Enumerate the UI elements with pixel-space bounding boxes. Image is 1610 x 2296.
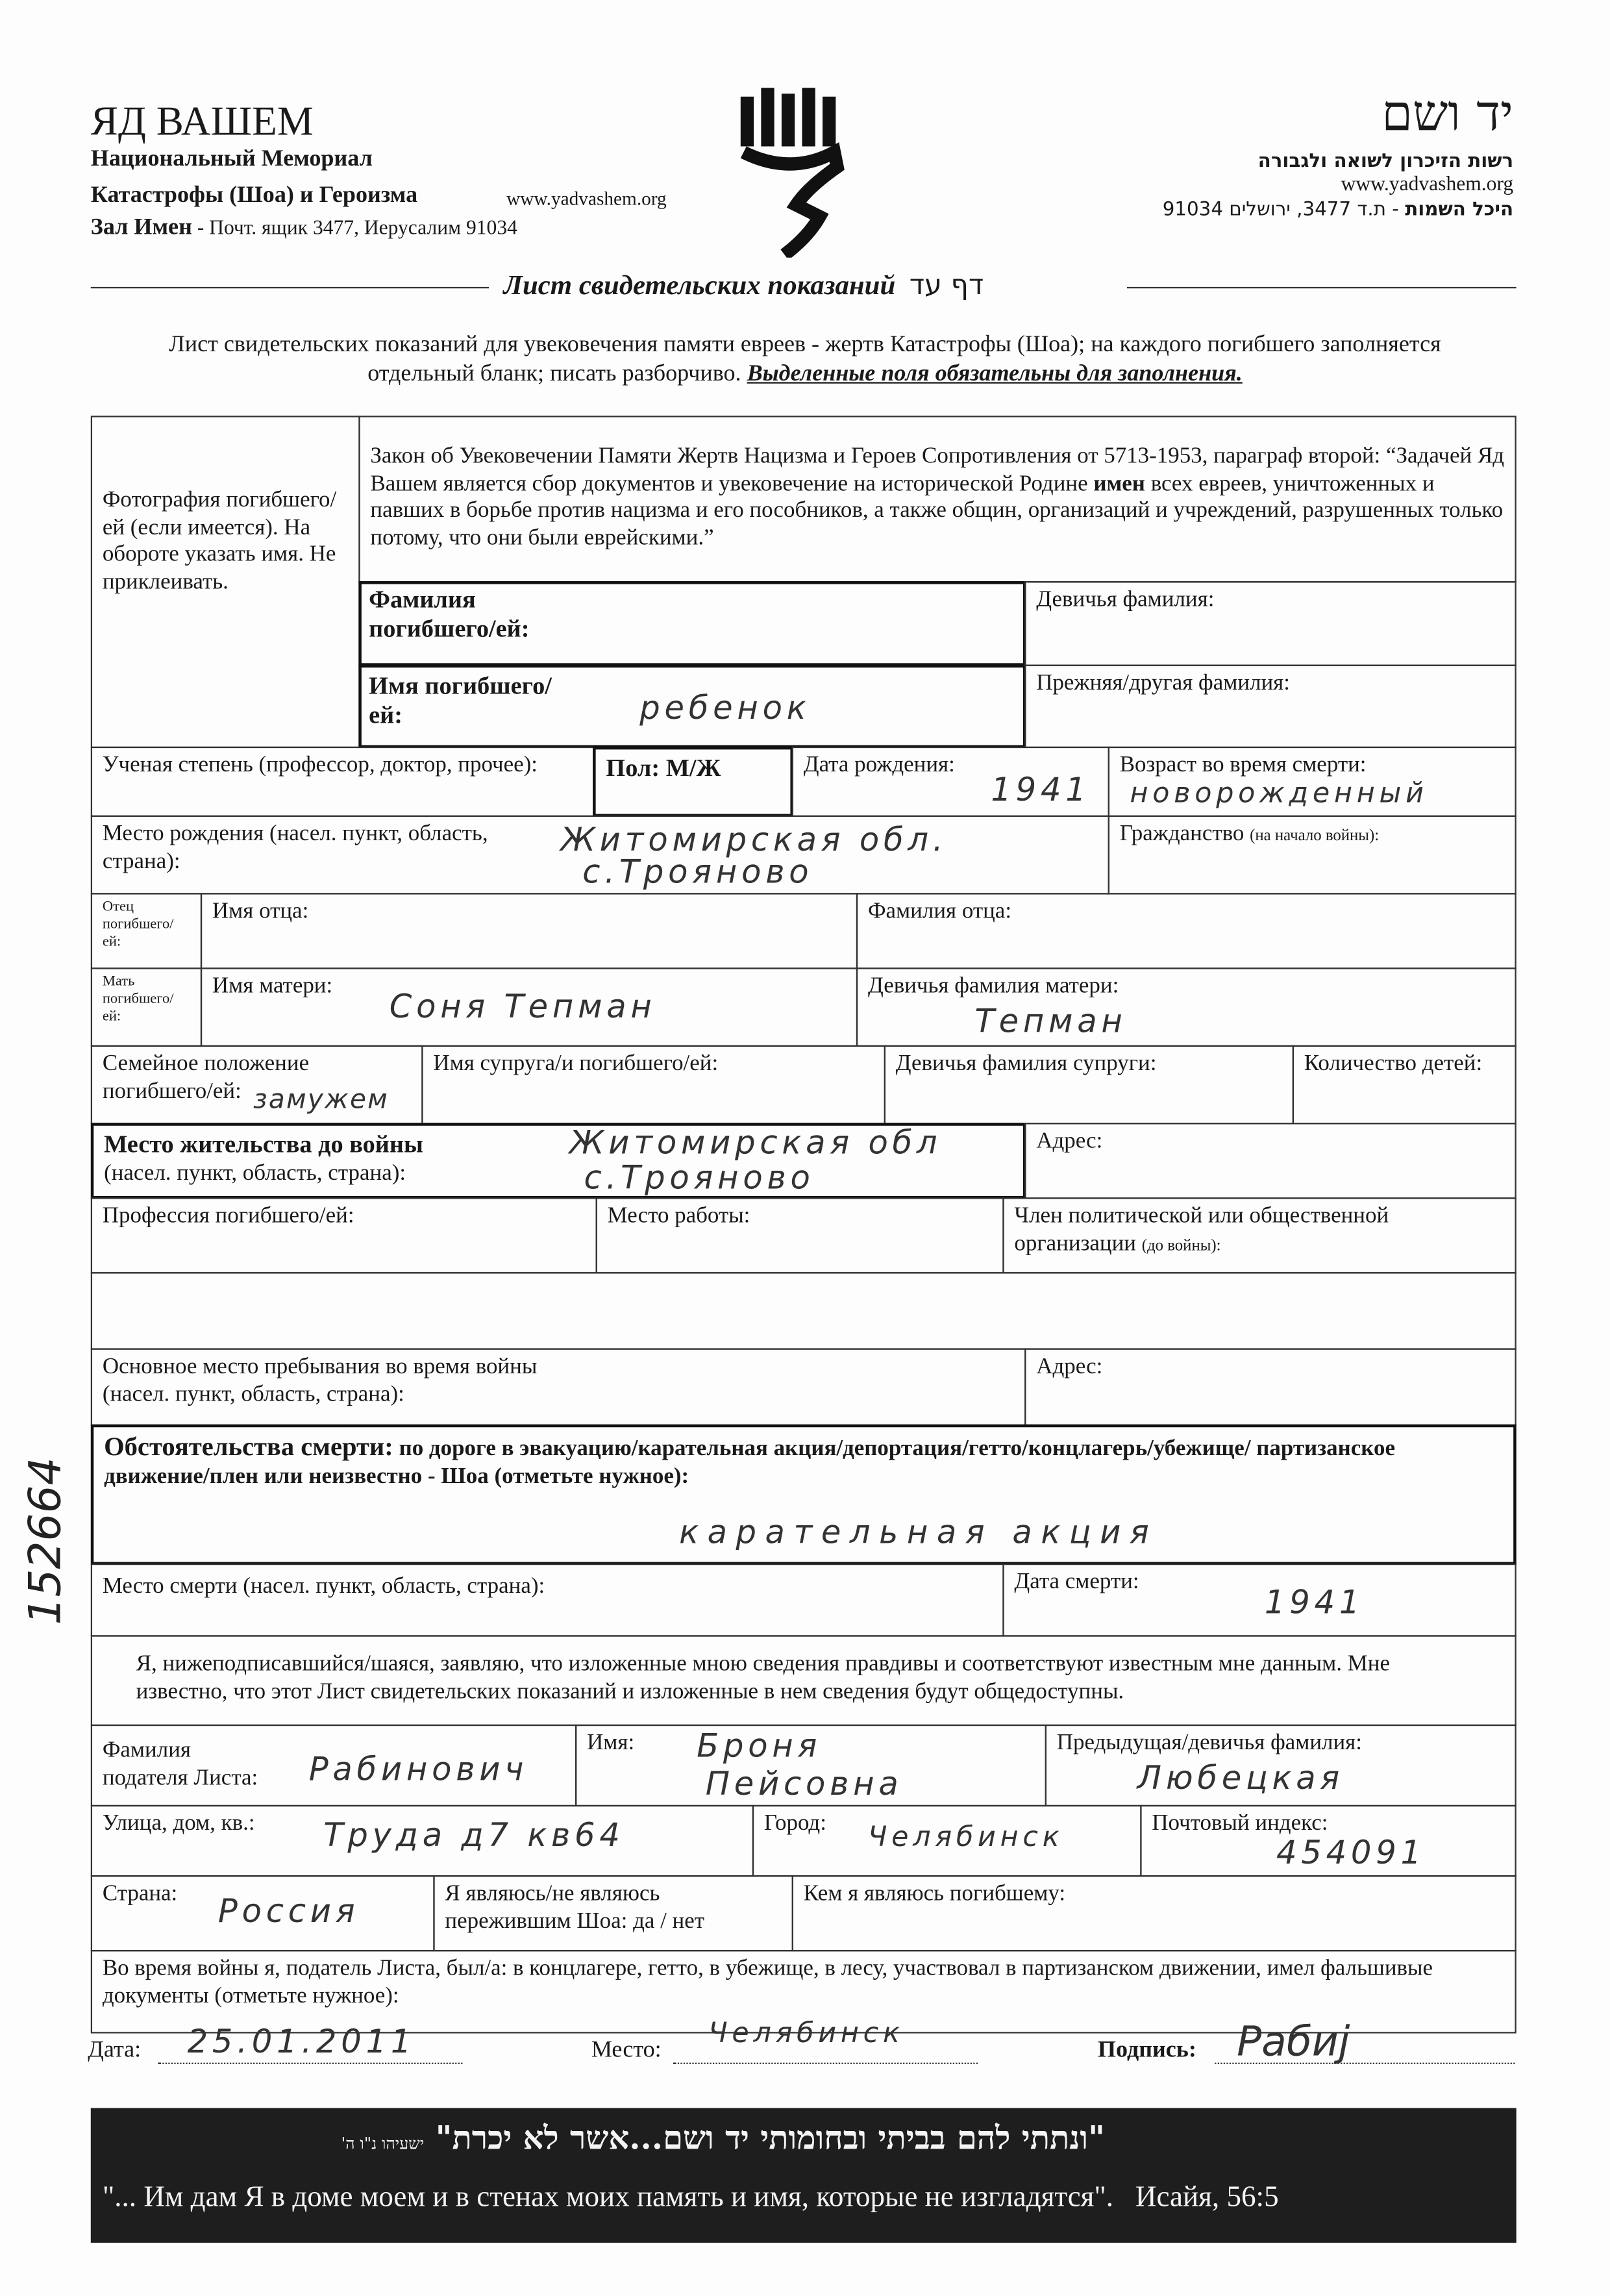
workplace-label: Место работы:	[607, 1203, 750, 1229]
residence-value-2: с.Трояново	[584, 1160, 815, 1198]
residence-sublabel: (насел. пункт, область, страна):	[104, 1160, 406, 1186]
country-value: Россия	[217, 1894, 360, 1931]
birthplace-label: Место рождения (насел. пункт, область, страна):	[102, 821, 488, 874]
relation-label: Кем я являюсь погибшему:	[803, 1881, 1066, 1906]
spouse-name-field[interactable]	[421, 1045, 886, 1125]
photo-cell[interactable]	[91, 416, 360, 748]
law-text-post: всех евреев, уничтоженных и павших в борьбе против нацизма и его пособников, а также общин, организаций и учреждений, разрушенных только потому, что они были еврейскими.”	[370, 471, 1504, 551]
spouse-name-label: Имя супруга/и погибшего/ей:	[433, 1051, 719, 1077]
org-subtitle-he: רשות הזיכרון לשואה ולגבורה	[1257, 151, 1514, 173]
place-label: Место:	[591, 2038, 662, 2063]
signature-value[interactable]: Рабиј	[1237, 2017, 1350, 2066]
death-circumstances-field[interactable]	[91, 1425, 1517, 1565]
children-count-label: Количество детей:	[1304, 1051, 1483, 1077]
wartime-place-label: Основное место пребывания во время войны (насел. пункт, область, страна):	[102, 1354, 538, 1406]
death-circumstances-value: карательная акция	[679, 1515, 1158, 1552]
submitter-name-field[interactable]	[575, 1725, 1046, 1806]
submitter-previous-surname-label: Предыдущая/девичья фамилия:	[1056, 1730, 1362, 1756]
quote-he	[91, 2120, 1356, 2158]
quote-he-text: "ונתתי להם בביתי ובחומותי יד ושם...אשר לא יכרת"	[435, 2119, 1105, 2158]
wartime-place-field[interactable]	[91, 1348, 1026, 1425]
law-text	[358, 416, 1516, 582]
street-label: Улица, дом, кв.:	[102, 1810, 255, 1836]
place-line	[673, 2061, 978, 2064]
date-label: Дата:	[88, 2038, 142, 2063]
mother-section-label: Мать погибшего/ ей:	[91, 967, 202, 1047]
death-place-label: Место смерти (насел. пункт, область, страна):	[102, 1573, 545, 1599]
zip-field[interactable]	[1140, 1805, 1516, 1877]
residence-value-1: Житомирская обл	[569, 1125, 942, 1163]
sex-label: Пол: М/Ж	[606, 754, 721, 782]
marital-status-label: Семейное положение погибшего/ей:	[102, 1051, 310, 1104]
wartime-submitter-label: Во время войны я, податель Листа, был/а: в концлагере, гетто, в убежище, в лесу, участвовал в партизанском движении, имел фальшивые документы (отметьте нужное):	[102, 1956, 1433, 2008]
yad-vashem-logo-icon	[732, 85, 848, 258]
relation-field[interactable]	[792, 1875, 1517, 1951]
degree-field[interactable]	[91, 747, 595, 817]
hall-address-ru	[91, 215, 517, 242]
birthplace-value-2: с.Трояново	[582, 855, 813, 892]
date-value[interactable]: 25.01.2011	[187, 2025, 416, 2062]
zip-value: 454091	[1276, 1836, 1426, 1873]
law-text-pre: Закон об Увековечении Памяти Жертв Нацизма и Героев Сопротивления от 5713-1953, параграф второй: “Задачей Яд Вашем является сбор документов и увековечение на исторической Родине	[370, 443, 1505, 496]
mother-name-label: Имя матери:	[212, 973, 333, 999]
workplace-field[interactable]	[596, 1197, 1004, 1273]
sex-field[interactable]	[593, 747, 793, 817]
birth-date-value: 1941	[991, 773, 1091, 810]
org-name-ru: ЯД ВАШЕМ	[90, 99, 314, 145]
org-subtitle-ru-2: Катастрофы (Шоа) и Героизма	[90, 182, 418, 208]
father-surname-field[interactable]	[856, 893, 1517, 969]
age-at-death-label: Возраст во время смерти:	[1119, 752, 1367, 778]
birthplace-field[interactable]	[91, 816, 1109, 895]
residence-address-label: Адрес:	[1036, 1129, 1103, 1154]
title-rule-left	[91, 287, 489, 288]
submitter-name-value-1: Броня	[697, 1728, 822, 1766]
maiden-name-field[interactable]	[1024, 581, 1517, 666]
previous-surname-label: Прежняя/другая фамилия:	[1036, 670, 1290, 695]
previous-surname-field[interactable]	[1024, 665, 1517, 749]
age-at-death-value: новорожденный	[1130, 777, 1428, 810]
death-date-label: Дата смерти:	[1014, 1569, 1139, 1595]
birthplace-value-1: Житомирская обл.	[560, 823, 948, 860]
org-name-he: יד ושם	[1381, 84, 1514, 144]
death-circumstances-options: по дороге в эвакуацию/карательная акция/депортация/гетто/концлагерь/убежище/ партизанское движение/плен или неизвестно - Шоа (отметьте нужное):	[104, 1436, 1395, 1488]
spouse-maiden-label: Девичья фамилия супруги:	[895, 1051, 1157, 1077]
death-date-field[interactable]	[1002, 1564, 1516, 1637]
signature-label: Подпись:	[1097, 2038, 1196, 2063]
father-surname-label: Фамилия отца:	[867, 899, 1012, 924]
website-ru[interactable]: www.yadvashem.org	[506, 187, 667, 210]
maiden-name-label: Девичья фамилия:	[1036, 587, 1215, 612]
city-label: Город:	[763, 1810, 826, 1836]
date-line	[158, 2061, 462, 2064]
residence-label: Место жительства до войны	[104, 1130, 423, 1158]
survivor-options[interactable]: да / нет	[633, 1908, 705, 1934]
declaration-text: Я, нижеподписавшийся/шаяся, заявляю, что изложенные мною сведения правдивы и соответствуют известным мне данным. Мне известно, что этот Лист свидетельских показаний и изложенные в нем сведения будут общедоступны.	[91, 1635, 1517, 1726]
country-field[interactable]	[91, 1875, 435, 1951]
birth-date-field[interactable]	[792, 747, 1109, 817]
profession-label: Профессия погибшего/ей:	[102, 1203, 354, 1229]
title-rule-right	[1127, 287, 1517, 288]
residence-field[interactable]	[91, 1123, 1026, 1199]
membership-note: (до войны):	[1141, 1236, 1221, 1254]
hall-name-he: היכל השמות	[1405, 199, 1514, 221]
intro-text	[132, 331, 1478, 390]
submitter-name-label: Имя:	[587, 1730, 635, 1756]
submitter-surname-value: Рабинович	[308, 1752, 528, 1790]
street-value: Труда д7 кв64	[323, 1818, 625, 1855]
membership-field[interactable]	[1002, 1197, 1516, 1273]
citizenship-field[interactable]	[1108, 816, 1517, 895]
quote-ru-text: "... Им дам Я в доме моем и в стенах моих память и имя, которые не изгладятся".	[102, 2181, 1114, 2214]
mother-maiden-field[interactable]	[856, 967, 1517, 1047]
submitter-surname-field[interactable]	[91, 1725, 577, 1806]
hall-address-he	[1163, 199, 1513, 221]
intro-instructions: Лист свидетельских показаний для увековечения памяти евреев - жертв Катастрофы (Шоа); на каждого погибшего заполняется отдельный бланк; писать разборчиво.	[169, 332, 1441, 387]
city-value: Челябинск	[867, 1821, 1064, 1854]
marital-status-field[interactable]	[91, 1045, 423, 1125]
extra-info-field[interactable]	[91, 1272, 1517, 1349]
mother-name-field[interactable]	[201, 967, 858, 1047]
children-count-field[interactable]	[1293, 1045, 1517, 1125]
profession-field[interactable]	[91, 1197, 597, 1273]
father-name-field[interactable]	[201, 893, 858, 969]
country-label: Страна:	[102, 1881, 178, 1906]
citizenship-label: Гражданство	[1119, 821, 1245, 847]
quote-he-source: ישעיהו נ"ו ה'	[341, 2134, 425, 2154]
name-value: ребенок	[639, 691, 811, 728]
birth-date-label: Дата рождения:	[803, 752, 955, 778]
spouse-maiden-field[interactable]	[884, 1045, 1294, 1125]
citizenship-note: (на начало войны):	[1250, 827, 1380, 845]
mother-maiden-label: Девичья фамилия матери:	[867, 973, 1119, 999]
surname-label: Фамилия погибшего/ей:	[369, 585, 530, 643]
membership-label: Член политической или общественной организации	[1014, 1203, 1389, 1256]
survivor-label: Я являюсь/не являюсь пережившим Шоа:	[445, 1881, 660, 1934]
mother-name-value: Соня Тепман	[389, 990, 656, 1027]
death-date-value: 1941	[1264, 1585, 1365, 1623]
postal-address-he: - ת.ד 3477, ירושלים 91034	[1162, 199, 1399, 221]
father-name-label: Имя отца:	[212, 899, 309, 924]
form-title-he: דף עד	[909, 269, 984, 302]
intro-required-note: Выделенные поля обязательны для заполнения.	[747, 361, 1243, 387]
death-place-field[interactable]	[91, 1564, 1004, 1637]
quote-ru-source: Исайя, 56:5	[1135, 2181, 1279, 2214]
wartime-address-label: Адрес:	[1036, 1354, 1103, 1379]
degree-label: Ученая степень (профессор, доктор, прочее):	[102, 752, 538, 778]
name-field[interactable]	[358, 665, 1026, 749]
photo-label: Фотография погибшего/ей (если имеется). На обороте указать имя. Не приклеивать.	[102, 487, 337, 594]
street-field[interactable]	[91, 1805, 754, 1877]
father-section-label: Отец погибшего/ ей:	[91, 893, 202, 969]
website-he[interactable]: www.yadvashem.org	[1341, 174, 1514, 197]
stamp-number: 152664	[20, 1457, 72, 1625]
marital-status-value: замужем	[253, 1084, 390, 1116]
submitter-name-value-2: Пейсовна	[705, 1767, 903, 1804]
survivor-field[interactable]	[433, 1875, 793, 1951]
quote-ru	[103, 2181, 1279, 2215]
submitter-previous-surname-value: Любецкая	[1137, 1761, 1344, 1798]
name-label: Имя погибшего/ей:	[369, 671, 552, 730]
zip-label: Почтовый индекс:	[1152, 1810, 1328, 1836]
wartime-address-field[interactable]	[1024, 1348, 1517, 1425]
form-title-ru: Лист свидетельских показаний	[503, 271, 896, 302]
quote-banner	[91, 2108, 1517, 2243]
submitter-surname-label: Фамилия подателя Листа:	[102, 1738, 258, 1790]
residence-address-field[interactable]	[1024, 1123, 1517, 1199]
city-field[interactable]	[752, 1805, 1142, 1877]
death-circumstances-label: Обстоятельства смерти:	[104, 1431, 393, 1462]
postal-address-ru: - Почт. ящик 3477, Иерусалим 91034	[197, 218, 517, 240]
org-subtitle-ru-1: Национальный Мемориал	[90, 146, 373, 171]
place-value[interactable]: Челябинск	[708, 2017, 904, 2050]
surname-field[interactable]	[358, 581, 1026, 666]
form-title	[504, 269, 984, 303]
mother-maiden-value: Тепман	[974, 1004, 1127, 1041]
hall-name-ru: Зал Имен	[90, 215, 192, 240]
submitter-previous-surname-field[interactable]	[1045, 1725, 1517, 1806]
age-at-death-field[interactable]	[1108, 747, 1517, 817]
law-text-bold: имен	[1093, 471, 1145, 496]
